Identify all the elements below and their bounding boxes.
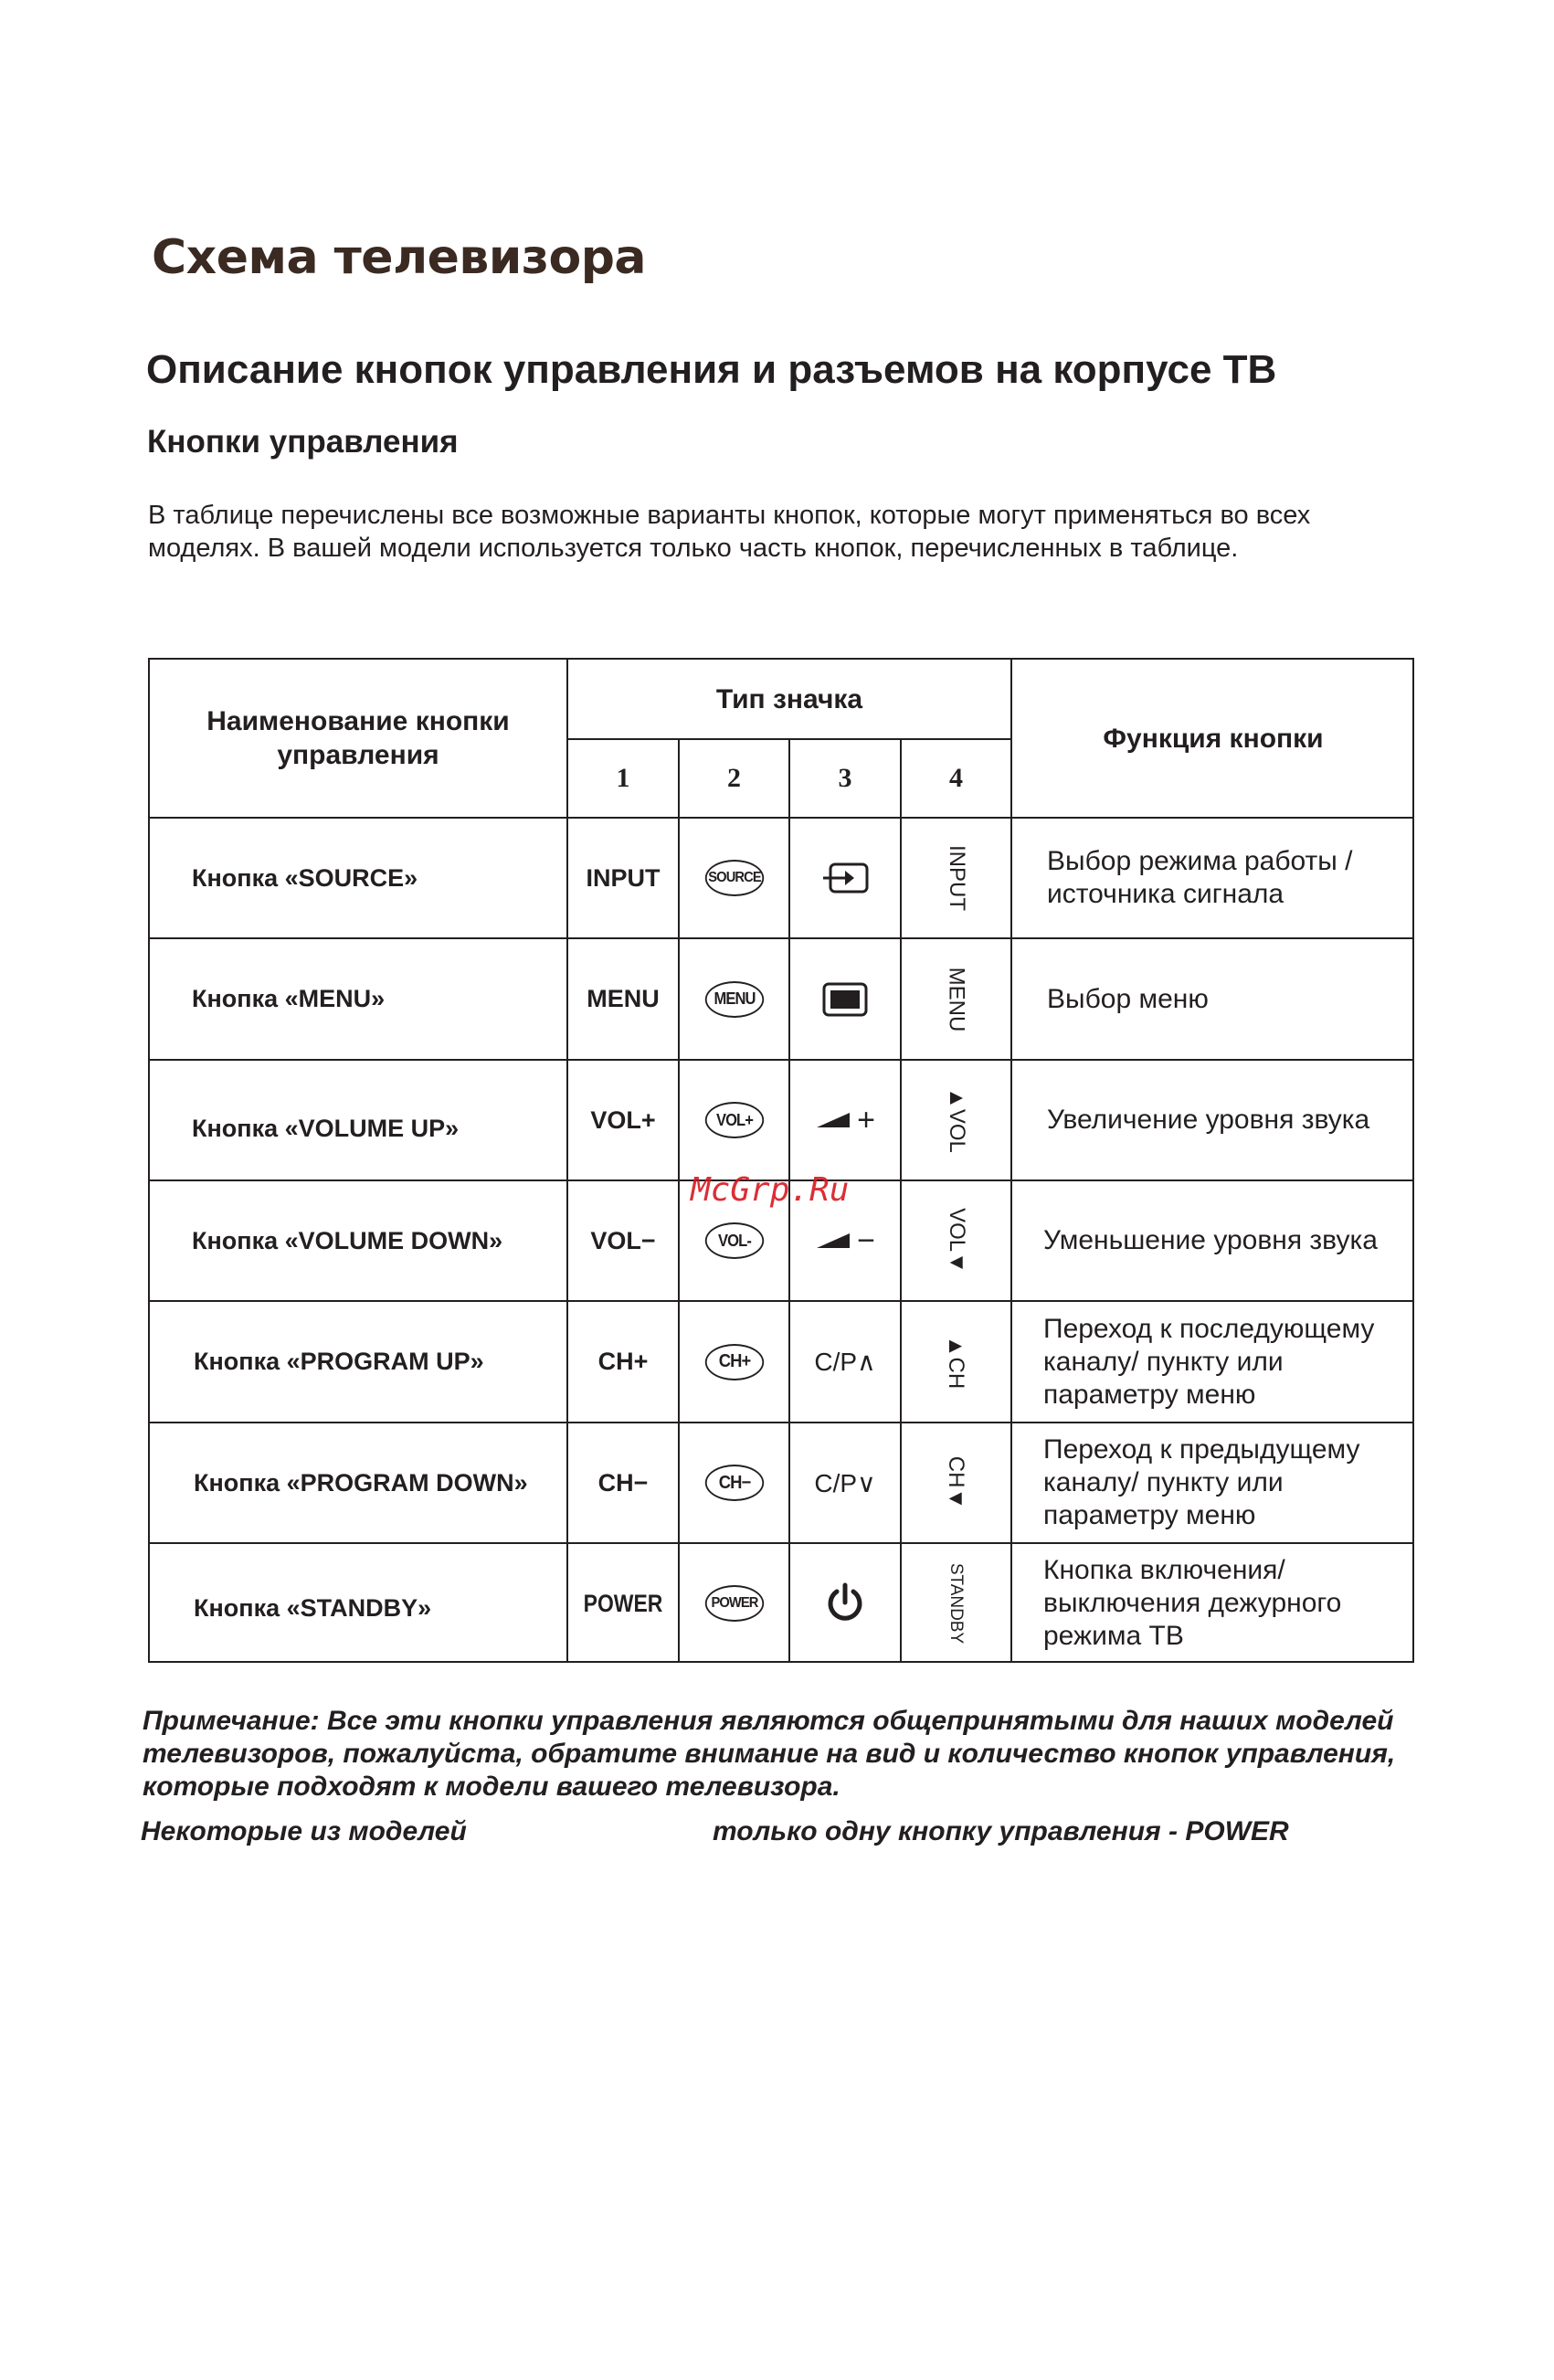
button-function: Увеличение уровня звука: [1047, 1105, 1370, 1135]
type1-label: INPUT: [586, 863, 661, 892]
type2-cell: [680, 1061, 788, 1179]
type4-label: ▲VOL: [944, 1087, 969, 1153]
header-button-name: Наименование кнопки управления: [206, 706, 510, 770]
type4-cell: [902, 939, 1010, 1059]
type2-cell: [680, 1544, 788, 1663]
vol-down-pill-icon: VOL-: [704, 1222, 763, 1259]
note-paragraph: Примечание: Все эти кнопки управления являются общепринятыми для наших моделей телевизоров, пожалуйста, обратите внимание на вид и количество кнопок управления, которые подходят к модели вашего телевизора.: [143, 1706, 1396, 1802]
table-row-name: Кнопка «VOLUME DOWN»: [192, 1226, 503, 1254]
ch-down-pill-icon: CH−: [704, 1465, 763, 1501]
header-icon-type: Тип значка: [715, 683, 863, 714]
subheading: Кнопки управления: [147, 424, 459, 460]
type4-label: INPUT: [944, 845, 969, 911]
type1-label: VOL+: [590, 1105, 656, 1134]
volume-up-sign: +: [857, 1102, 875, 1137]
menu-pill-icon: MENU: [704, 981, 763, 1018]
button-function: Выбор режима работы / источника сигнала: [1047, 846, 1353, 909]
type-number: 2: [727, 763, 741, 793]
button-function: Выбор меню: [1047, 983, 1209, 1014]
type-number: 4: [949, 763, 963, 793]
type2-cell: [680, 1423, 788, 1542]
note-models-left: Некоторые из моделей: [141, 1816, 467, 1846]
button-function: Переход к предыдущему каналу/ пункту или параметру меню: [1043, 1434, 1360, 1530]
type4-cell: [902, 1544, 1010, 1663]
button-function: Переход к последующему каналу/ пункту или параметру меню: [1043, 1313, 1375, 1410]
type2-cell: [680, 939, 788, 1059]
vol-up-pill-icon: VOL+: [704, 1102, 763, 1138]
type4-cell: [902, 1181, 1010, 1300]
type2-cell: [680, 1302, 788, 1422]
type4-label: ▲CH: [944, 1335, 969, 1389]
type4-cell: [902, 1302, 1010, 1422]
volume-down-sign: −: [857, 1222, 875, 1258]
type3-cell: [790, 939, 900, 1059]
button-function: Уменьшение уровня звука: [1043, 1225, 1378, 1255]
volume-down-icon: [815, 1230, 851, 1252]
type-number: 3: [838, 763, 852, 793]
type-number: 1: [616, 763, 630, 793]
type4-label: CH▼: [944, 1455, 969, 1510]
type4-cell: [902, 819, 1010, 937]
type4-label: STANDBY: [946, 1562, 967, 1645]
type1-label: MENU: [587, 985, 660, 1012]
type1-label: CH+: [597, 1348, 649, 1375]
type3-cell: [790, 1544, 900, 1663]
header-button-function: Функция кнопки: [1103, 723, 1324, 754]
page-heading: Описание кнопок управления и разъемов на корпусе ТВ: [146, 347, 1277, 392]
power-icon: [825, 1582, 865, 1624]
type1-label: POWER: [583, 1589, 663, 1617]
table-row-name: Кнопка «PROGRAM DOWN»: [194, 1468, 528, 1497]
type4-cell: [902, 1061, 1010, 1179]
type4-label: VOL▼: [944, 1208, 969, 1274]
note-models-right: только одну кнопку управления - POWER: [713, 1816, 1289, 1846]
type2-cell: [680, 819, 788, 937]
watermark: McGrp.Ru: [691, 1171, 850, 1209]
type1-label: CH−: [597, 1468, 649, 1497]
cp-down-label: C/P∨: [814, 1468, 876, 1497]
control-buttons-table: [148, 658, 1414, 1663]
menu-square-icon: [821, 981, 869, 1018]
ch-up-pill-icon: CH+: [704, 1344, 763, 1380]
source-pill-icon: SOURCE: [704, 860, 763, 896]
type4-label: MENU: [944, 967, 969, 1031]
table-row-name: Кнопка «MENU»: [192, 985, 386, 1012]
table-row-name: Кнопка «PROGRAM UP»: [194, 1348, 484, 1375]
input-source-icon: [819, 861, 871, 895]
table-row-name: Кнопка «STANDBY»: [194, 1593, 432, 1622]
intro-paragraph: В таблице перечислены все возможные варианты кнопок, которые могут применяться во всех моделях. В вашей модели используется только часть кнопок, перечисленных в таблице.: [148, 501, 1311, 563]
table-row-name: Кнопка «SOURCE»: [192, 863, 418, 892]
volume-up-icon: [815, 1109, 851, 1131]
table-row-name: Кнопка «VOLUME UP»: [192, 1114, 460, 1142]
section-title: Схема телевизора: [152, 230, 647, 285]
cp-up-label: C/P∧: [814, 1348, 876, 1376]
power-pill-icon: POWER: [704, 1585, 763, 1622]
type3-cell: [790, 1061, 900, 1179]
type4-cell: [902, 1423, 1010, 1542]
type3-cell: [790, 819, 900, 937]
button-function: Кнопка включения/ выключения дежурного режима ТВ: [1043, 1555, 1342, 1651]
type1-label: VOL−: [590, 1226, 656, 1254]
